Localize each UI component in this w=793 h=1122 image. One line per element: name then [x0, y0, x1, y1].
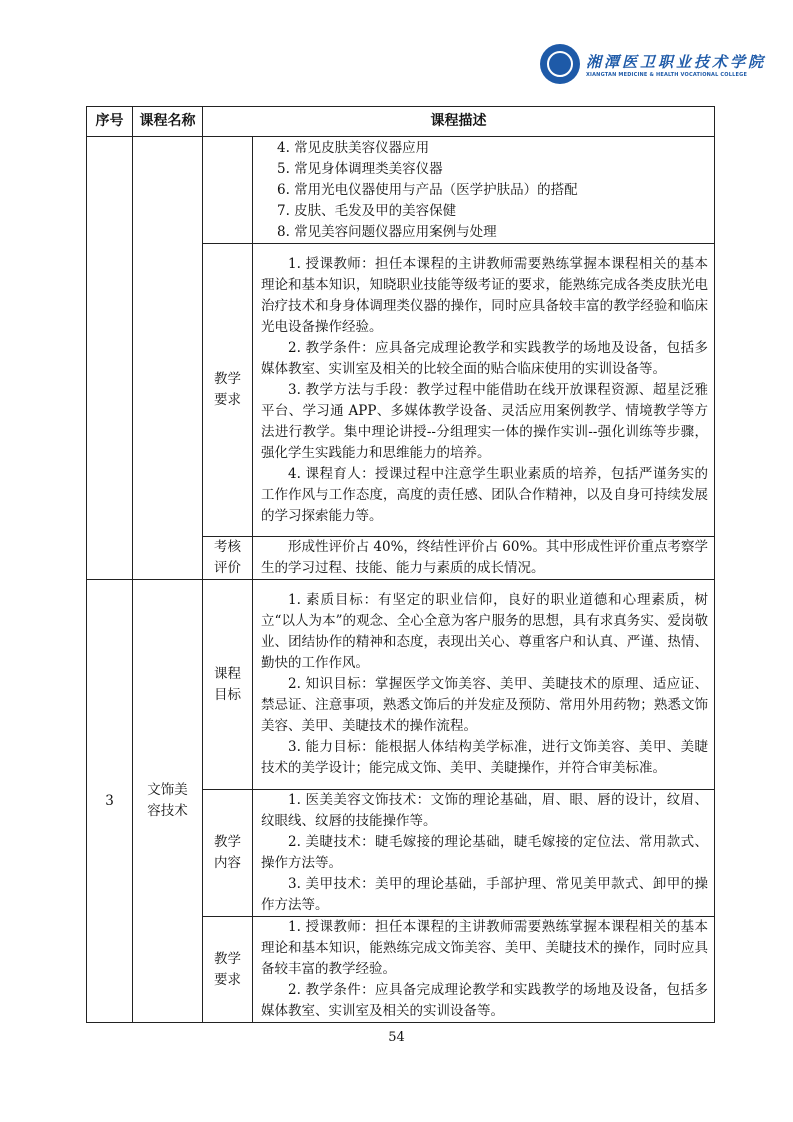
logo-en: XIANGTAN MEDICINE & HEALTH VOCATIONAL COLLEGE	[586, 71, 748, 78]
teaching-requirements: 1. 授课教师：担任本课程的主讲教师需要熟练掌握本课程相关的基本理论和基本知识，知晓职业技能等级考证的要求，能熟练完成各类皮肤光电治疗技术和身身体调理类仪器的操作，同时应具备较丰富的教学经验和临床光电设备操作经验。 2. 教学条件：应具备完成理论教学和实践教学的场地及设备，包括多媒体教室、实训室及相关的比较全面的贴合临床使用的实训设备等。 3. 教学方法与手段：教学过程中能借助在线开放课程资源、超星泛雅平台、学习通 APP、多媒体教学设备、灵活应用案例教学、情境教学等方法进行教学。集中理论讲授--分组理实一体的操作实训--强化训练等步骤，强化学生实践能力和思维能力的培养。 4. 课程育人：授课过程中注意学生职业素质的培养，包括严谨务实的工作作风与工作态度，高度的责任感、团队合作精神，以及自身可持续发展的学习探索能力等。	[253, 244, 715, 537]
label-goal: 课程目标	[203, 580, 253, 790]
label-eval: 考核评价	[203, 537, 253, 580]
table-header	[87, 107, 715, 137]
label-req: 教学要求	[203, 244, 253, 537]
course-goals: 1. 素质目标：有坚定的职业信仰，良好的职业道德和心理素质，树立“以人为本”的观念、全心全意为客户服务的思想，具有求真务实、爱岗敬业、团结协作的精神和态度，表现出关心、尊重客户和认真、严谨、热情、勤快的工作作风。 2. 知识目标：掌握医学文饰美容、美甲、美睫技术的原理、适应证、禁忌证、注意事项，熟悉文饰后的并发症及预防、常用外用药物；熟悉文饰美容、美甲、美睫技术的操作流程。 3. 能力目标：能根据人体结构美学标准，进行文饰美容、美甲、美睫技术的美学设计；能完成文饰、美甲、美睫操作，并符合审美标准。	[253, 580, 715, 790]
course-no: 3	[87, 580, 133, 1023]
college-seal-icon	[540, 44, 580, 84]
header-name: 课程名称	[133, 107, 203, 137]
college-logo	[540, 44, 766, 84]
evaluation: 形成性评价占 40%，终结性评价占 60%。其中形成性评价重点考察学生的学习过程、技能、能力与素质的成长情况。	[253, 537, 715, 580]
teaching-requirements-3: 1. 授课教师：担任本课程的主讲教师需要熟练掌握本课程相关的基本理论和基本知识，能熟练完成文饰美容、美甲、美睫技术的操作，同时应具备较丰富的教学经验。 2. 教学条件：应具备完成理论教学和实践教学的场地及设备，包括多媒体教室、实训室及相关的实训设备等。	[253, 917, 715, 1023]
header-desc: 课程描述	[203, 107, 715, 137]
label-content: 教学内容	[203, 790, 253, 917]
course-name: 文饰美容技术	[133, 580, 203, 1023]
page-number: 54	[388, 1030, 405, 1045]
table-row	[87, 137, 715, 244]
teaching-content: 1. 医美美容文饰技术：文饰的理论基础，眉、眼、唇的设计，纹眉、纹眼线、纹唇的技能操作等。 2. 美睫技术：睫毛嫁接的理论基础，睫毛嫁接的定位法、常用款式、操作方法等。 3. 美甲技术：美甲的理论基础，手部护理、常见美甲款式、卸甲的操作方法等。	[253, 790, 715, 917]
logo-cn: 湘潭医卫职业技术学院	[586, 52, 767, 71]
content-list: 4. 常见皮肤美容仪器应用 5. 常见身体调理类美容仪器 6. 常用光电仪器使用与产品（医学护肤品）的搭配 7. 皮肤、毛发及甲的美容保健 8. 常见美容问题仪器应用案例与处理	[253, 137, 715, 244]
header-no: 序号	[87, 107, 133, 137]
table-row	[87, 580, 715, 790]
course-table	[86, 106, 715, 1023]
label-req-3: 教学要求	[203, 917, 253, 1023]
